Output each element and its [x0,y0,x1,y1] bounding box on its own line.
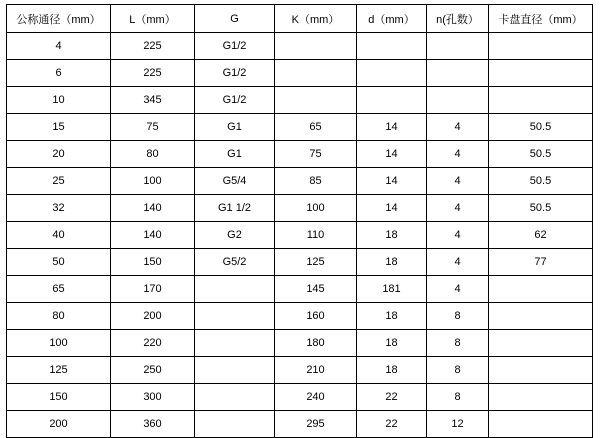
cell-chuck-diameter [489,276,593,303]
cell-nominal-diameter: 125 [7,357,111,384]
cell-d: 18 [357,303,427,330]
cell-k: 160 [275,303,357,330]
cell-length: 345 [111,87,195,114]
cell-length: 225 [111,60,195,87]
cell-thread: G1/2 [195,60,275,87]
cell-length: 225 [111,33,195,60]
table-row [7,33,593,60]
cell-thread: G1 [195,141,275,168]
cell-d: 18 [357,249,427,276]
cell-length: 250 [111,357,195,384]
cell-length: 150 [111,249,195,276]
cell-k: 110 [275,222,357,249]
cell-length: 200 [111,303,195,330]
cell-chuck-diameter [489,87,593,114]
cell-chuck-diameter [489,384,593,411]
cell-d [357,33,427,60]
cell-hole-count: 4 [427,195,489,222]
cell-k: 295 [275,411,357,438]
cell-hole-count: 8 [427,330,489,357]
cell-chuck-diameter: 50.5 [489,114,593,141]
table-row [7,303,593,330]
table-row [7,249,593,276]
cell-hole-count: 8 [427,384,489,411]
cell-hole-count: 4 [427,249,489,276]
cell-chuck-diameter [489,411,593,438]
cell-k [275,60,357,87]
cell-d: 181 [357,276,427,303]
cell-length: 140 [111,222,195,249]
cell-nominal-diameter: 50 [7,249,111,276]
column-header-hole-count: n(孔数） [427,5,489,33]
cell-d: 14 [357,168,427,195]
table-row [7,141,593,168]
cell-nominal-diameter: 32 [7,195,111,222]
cell-k [275,33,357,60]
table-row [7,384,593,411]
cell-chuck-diameter [489,357,593,384]
cell-nominal-diameter: 150 [7,384,111,411]
cell-d [357,87,427,114]
column-header-nominal-diameter: 公称通径（mm） [7,5,111,33]
cell-chuck-diameter: 50.5 [489,141,593,168]
cell-k: 75 [275,141,357,168]
cell-hole-count [427,87,489,114]
cell-thread: G5/4 [195,168,275,195]
column-header-d: d（mm） [357,5,427,33]
cell-length: 170 [111,276,195,303]
cell-nominal-diameter: 40 [7,222,111,249]
cell-hole-count [427,33,489,60]
table-row [7,114,593,141]
cell-d: 22 [357,384,427,411]
cell-hole-count: 4 [427,141,489,168]
cell-nominal-diameter: 20 [7,141,111,168]
cell-length: 220 [111,330,195,357]
cell-d: 14 [357,195,427,222]
cell-thread [195,411,275,438]
table-header-row [7,5,593,33]
cell-length: 75 [111,114,195,141]
cell-d: 18 [357,222,427,249]
cell-thread: G1/2 [195,87,275,114]
cell-nominal-diameter: 6 [7,60,111,87]
column-header-chuck-diameter: 卡盘直径（mm） [489,5,593,33]
cell-thread: G5/2 [195,249,275,276]
cell-k [275,87,357,114]
cell-chuck-diameter: 50.5 [489,195,593,222]
table-row [7,357,593,384]
cell-hole-count: 8 [427,303,489,330]
column-header-k: K（mm） [275,5,357,33]
cell-length: 300 [111,384,195,411]
table-row [7,195,593,222]
cell-chuck-diameter: 50.5 [489,168,593,195]
cell-chuck-diameter [489,33,593,60]
table-row [7,87,593,114]
cell-thread: G1/2 [195,33,275,60]
cell-k: 180 [275,330,357,357]
cell-d: 22 [357,411,427,438]
cell-nominal-diameter: 200 [7,411,111,438]
column-header-length: L（mm） [111,5,195,33]
cell-d: 14 [357,114,427,141]
cell-nominal-diameter: 4 [7,33,111,60]
cell-nominal-diameter: 100 [7,330,111,357]
cell-k: 65 [275,114,357,141]
cell-k: 85 [275,168,357,195]
cell-chuck-diameter [489,330,593,357]
cell-hole-count: 8 [427,357,489,384]
cell-nominal-diameter: 25 [7,168,111,195]
cell-hole-count: 12 [427,411,489,438]
table-row [7,411,593,438]
cell-chuck-diameter [489,303,593,330]
cell-length: 360 [111,411,195,438]
cell-thread [195,303,275,330]
cell-thread: G2 [195,222,275,249]
cell-k: 210 [275,357,357,384]
cell-k: 240 [275,384,357,411]
table-row [7,168,593,195]
cell-d: 18 [357,330,427,357]
specification-table [6,4,593,438]
cell-chuck-diameter [489,60,593,87]
cell-thread [195,330,275,357]
cell-k: 145 [275,276,357,303]
cell-chuck-diameter: 62 [489,222,593,249]
cell-length: 140 [111,195,195,222]
cell-d: 18 [357,357,427,384]
cell-hole-count: 4 [427,222,489,249]
cell-d: 14 [357,141,427,168]
cell-nominal-diameter: 80 [7,303,111,330]
cell-nominal-diameter: 10 [7,87,111,114]
cell-thread [195,384,275,411]
cell-thread: G1 1/2 [195,195,275,222]
cell-chuck-diameter: 77 [489,249,593,276]
cell-hole-count [427,60,489,87]
column-header-thread: G [195,5,275,33]
table-row [7,330,593,357]
cell-nominal-diameter: 15 [7,114,111,141]
cell-hole-count: 4 [427,114,489,141]
cell-hole-count: 4 [427,276,489,303]
cell-thread [195,357,275,384]
cell-k: 100 [275,195,357,222]
table-row [7,60,593,87]
table-row [7,276,593,303]
cell-hole-count: 4 [427,168,489,195]
cell-nominal-diameter: 65 [7,276,111,303]
table-row [7,222,593,249]
cell-d [357,60,427,87]
cell-length: 100 [111,168,195,195]
cell-thread [195,276,275,303]
cell-thread: G1 [195,114,275,141]
cell-length: 80 [111,141,195,168]
cell-k: 125 [275,249,357,276]
